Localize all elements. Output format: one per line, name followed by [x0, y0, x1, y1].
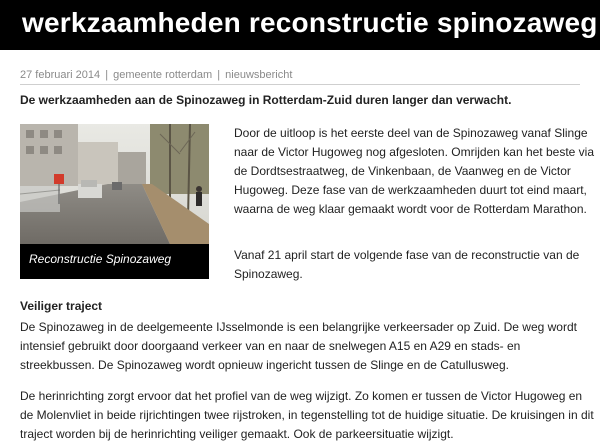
publish-date: 27 februari 2014 [20, 69, 101, 81]
article-intro: De werkzaamheden aan de Spinozaweg in Rotterdam-Zuid duren langer dan verwacht. [20, 93, 512, 107]
article-paragraph: Vanaf 21 april start de volgende fase van de reconstructie van de Spinozaweg. [234, 248, 580, 281]
image-caption: Reconstructie Spinozaweg [29, 252, 172, 266]
page-title: werkzaamheden reconstructie spinozaweg [22, 7, 598, 38]
article-paragraph: Door de uitloop is het eerste deel van de Spinozaweg vanaf Slinge naar de Victor Hugoweg nog afgesloten. Omrijden kan het beste via de Dordtsestraatweg, de Vinkenbaan, de Vaanweg en de Victor Hugoweg. Deze fase van de werkzaamheden duurt tot eind maart, waarna de weg klaar gemaakt wordt voor de Rotterdam Marathon. [234, 126, 594, 216]
meta-separator: | [217, 69, 221, 81]
article-image[interactable] [20, 124, 209, 279]
page-header [0, 0, 600, 50]
category-link[interactable]: nieuwsbericht [225, 69, 293, 81]
meta-divider [20, 84, 580, 85]
source-link[interactable]: gemeente rotterdam [113, 69, 213, 81]
meta-separator: | [105, 69, 109, 81]
road-construction-photo [20, 124, 209, 244]
section-heading: Veiliger traject [20, 299, 103, 313]
article-meta [20, 69, 292, 81]
article-paragraph: De Spinozaweg in de deelgemeente IJsselmonde is een belangrijke verkeersader op Zuid. De weg wordt intensief gebruikt door doorgaand verkeer van en naar de snelwegen A15 en A29 en stads- en streekbussen. De Spinozaweg wordt opnieuw ingericht tussen de Slinge en de Catullusweg. [20, 320, 577, 372]
article-paragraph: De herinrichting zorgt ervoor dat het profiel van de weg wijzigt. Zo komen er tussen de Victor Hugoweg en de Molenvliet in beide rijrichtingen twee rijstroken, in tegenstelling tot de huidige situatie. De kruisingen in dit traject worden bij de herinrichting veiliger gemaakt. Ook de parkeersituatie wijzigt. [20, 389, 594, 441]
